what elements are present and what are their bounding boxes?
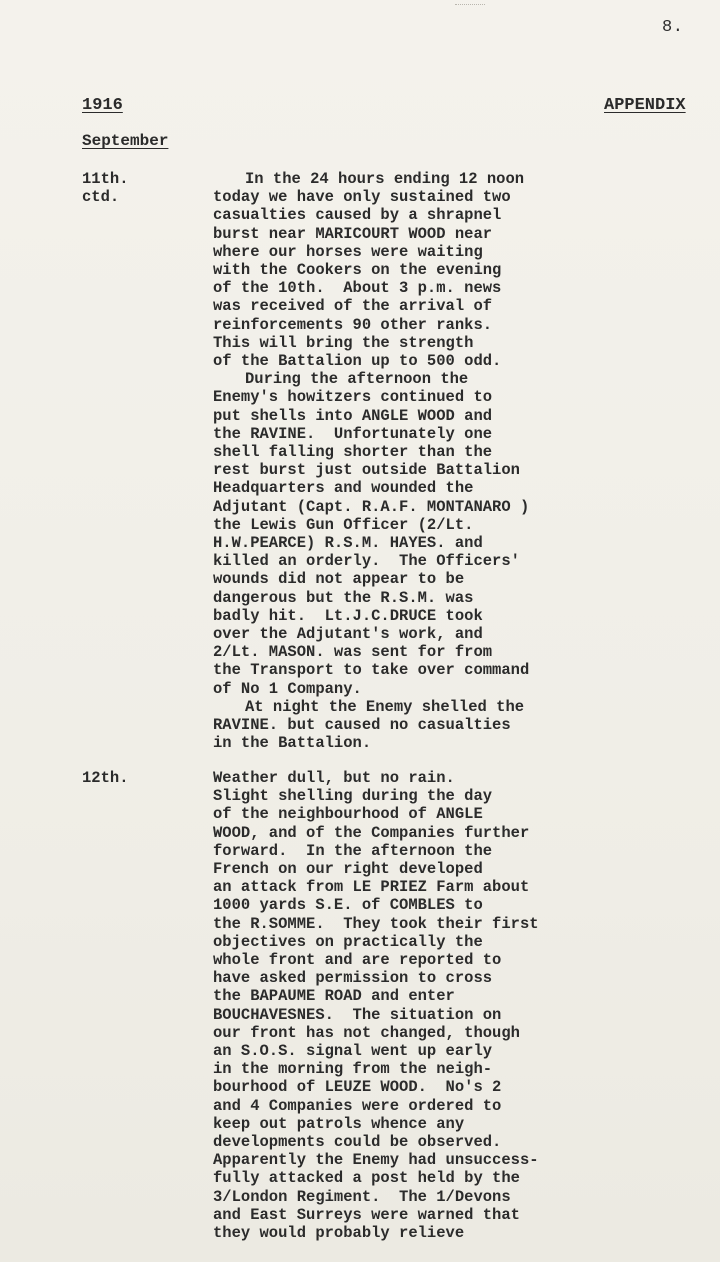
text-line: an attack from LE PRIEZ Farm about bbox=[213, 878, 530, 897]
text-line: 3/London Regiment. The 1/Devons bbox=[213, 1187, 511, 1206]
text-line: today we have only sustained two bbox=[213, 188, 511, 207]
text-line: Adjutant (Capt. R.A.F. MONTANARO ) bbox=[213, 497, 530, 516]
text-line: burst near MARICOURT WOOD near bbox=[213, 224, 493, 243]
text-line: the RAVINE. Unfortunately one bbox=[213, 424, 493, 443]
text-line: At night the Enemy shelled the bbox=[245, 697, 525, 716]
text-line: rest burst just outside Battalion bbox=[213, 461, 520, 480]
text-line: forward. In the afternoon the bbox=[213, 841, 493, 860]
text-line: killed an orderly. The Officers' bbox=[213, 552, 520, 571]
text-line: our front has not changed, though bbox=[213, 1023, 520, 1042]
text-line: of No 1 Company. bbox=[213, 679, 362, 698]
entry-date-11th: 11th. ctd. bbox=[82, 170, 129, 207]
text-line: over the Adjutant's work, and bbox=[213, 625, 483, 644]
text-line: dangerous but the R.S.M. was bbox=[213, 588, 474, 607]
text-line: H.W.PEARCE) R.S.M. HAYES. and bbox=[213, 534, 483, 553]
text-line: have asked permission to cross bbox=[213, 969, 493, 988]
text-line: RAVINE. but caused no casualties bbox=[213, 716, 511, 735]
text-line: badly hit. Lt.J.C.DRUCE took bbox=[213, 606, 483, 625]
entry-date-12th: 12th. bbox=[82, 769, 129, 787]
text-line: of the neighbourhood of ANGLE bbox=[213, 805, 483, 824]
year-heading: 1916 bbox=[82, 96, 123, 115]
text-line: the Transport to take over command bbox=[213, 661, 530, 680]
text-line: shell falling shorter than the bbox=[213, 443, 493, 462]
text-line: they would probably relieve bbox=[213, 1224, 465, 1243]
text-line: was received of the arrival of bbox=[213, 297, 493, 316]
text-line: and 4 Companies were ordered to bbox=[213, 1096, 502, 1115]
text-line: with the Cookers on the evening bbox=[213, 261, 502, 280]
entry-text-12th bbox=[213, 769, 613, 1242]
text-line: French on our right developed bbox=[213, 860, 483, 879]
text-line: the BAPAUME ROAD and enter bbox=[213, 987, 455, 1006]
text-line: where our horses were waiting bbox=[213, 242, 483, 261]
text-line: WOOD, and of the Companies further bbox=[213, 823, 530, 842]
text-line: and East Surreys were warned that bbox=[213, 1205, 520, 1224]
text-line: developments could be observed. bbox=[213, 1133, 502, 1152]
text-line: of the Battalion up to 500 odd. bbox=[213, 352, 502, 371]
text-line: put shells into ANGLE WOOD and bbox=[213, 406, 493, 425]
text-line: of the 10th. About 3 p.m. news bbox=[213, 279, 502, 298]
page-number: 8. bbox=[662, 18, 684, 37]
text-line: wounds did not appear to be bbox=[213, 570, 465, 589]
paper-mark bbox=[455, 4, 485, 8]
text-line: casualties caused by a shrapnel bbox=[213, 206, 502, 225]
text-line: This will bring the strength bbox=[213, 333, 474, 352]
text-line: Slight shelling during the day bbox=[213, 787, 493, 806]
appendix-heading: APPENDIX bbox=[604, 96, 686, 115]
month-heading: September bbox=[82, 132, 169, 150]
text-line: an S.O.S. signal went up early bbox=[213, 1042, 493, 1061]
text-line: whole front and are reported to bbox=[213, 951, 502, 970]
entry-text-11th bbox=[213, 170, 613, 753]
text-line: Enemy's howitzers continued to bbox=[213, 388, 493, 407]
text-line: 2/Lt. MASON. was sent for from bbox=[213, 643, 493, 662]
text-line: objectives on practically the bbox=[213, 932, 483, 951]
text-line: In the 24 hours ending 12 noon bbox=[245, 170, 525, 188]
text-line: During the afternoon the bbox=[245, 370, 469, 389]
text-line: keep out patrols whence any bbox=[213, 1114, 465, 1133]
text-line: BOUCHAVESNES. The situation on bbox=[213, 1005, 502, 1024]
text-line: 1000 yards S.E. of COMBLES to bbox=[213, 896, 483, 915]
text-line: bourhood of LEUZE WOOD. No's 2 bbox=[213, 1078, 502, 1097]
text-line: Apparently the Enemy had unsuccess- bbox=[213, 1151, 539, 1170]
text-line: in the morning from the neigh- bbox=[213, 1060, 493, 1079]
text-line: the Lewis Gun Officer (2/Lt. bbox=[213, 515, 474, 534]
text-line: Weather dull, but no rain. bbox=[213, 769, 455, 787]
text-line: the R.SOMME. They took their first bbox=[213, 914, 539, 933]
text-line: in the Battalion. bbox=[213, 734, 372, 753]
text-line: reinforcements 90 other ranks. bbox=[213, 315, 493, 334]
text-line: Headquarters and wounded the bbox=[213, 479, 474, 498]
text-line: fully attacked a post held by the bbox=[213, 1169, 520, 1188]
